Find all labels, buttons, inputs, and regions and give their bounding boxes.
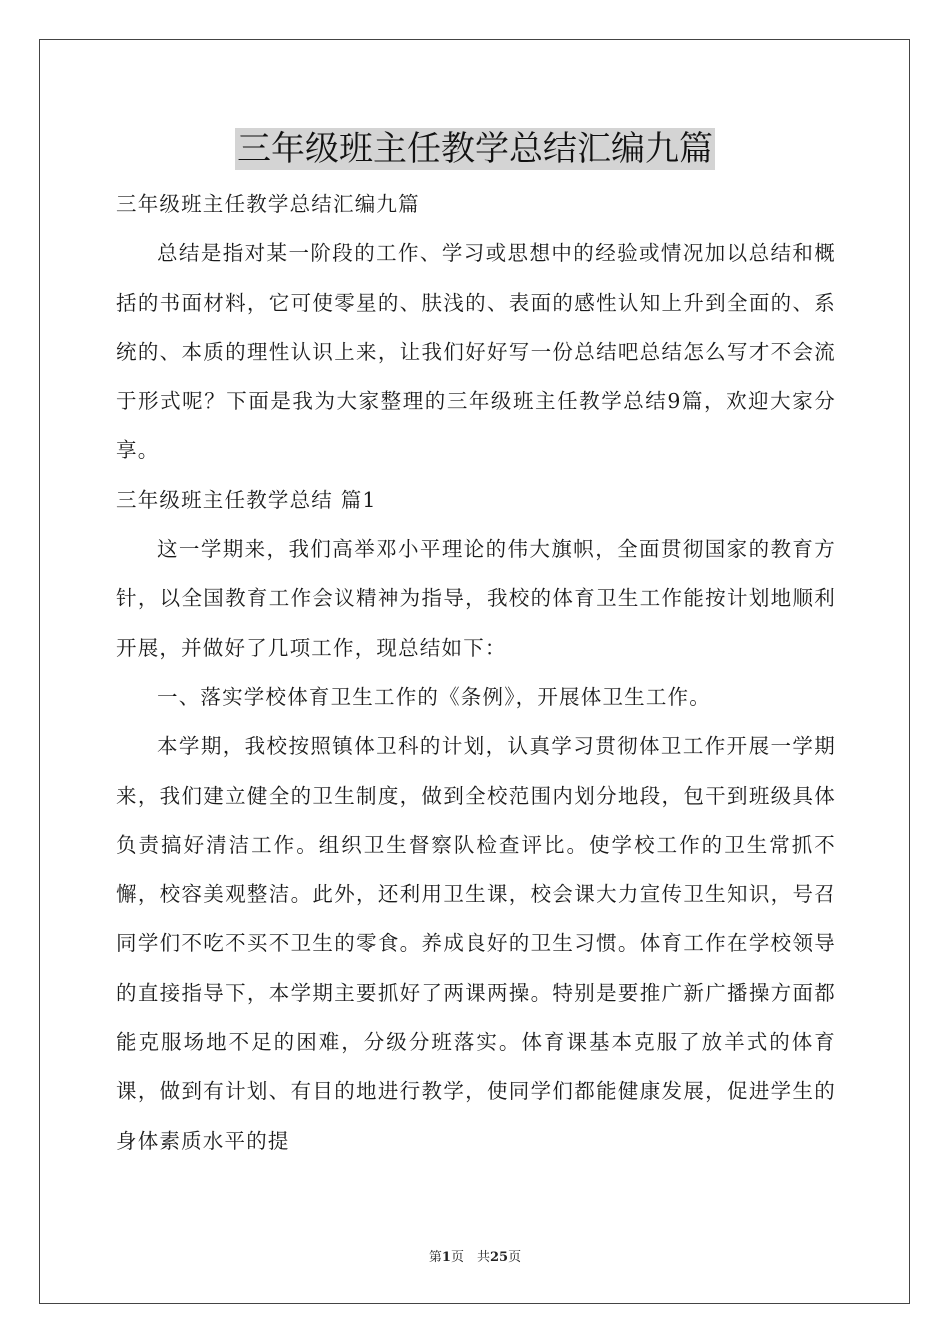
document-title-text: 三年级班主任教学总结汇编九篇: [237, 129, 713, 169]
document-title: [0, 128, 950, 170]
intro-paragraph: 总结是指对某一阶段的工作、学习或思想中的经验或情况加以总结和概括的书面材料，它可使零星的、肤浅的、表面的感性认知上升到全面的、系统的、本质的理性认识上来，让我们好好写一份总结吧总结怎么写才不会流于形式呢？下面是我为大家整理的三年级班主任教学总结9篇，欢迎大家分享。: [116, 241, 836, 463]
page-number-total: 25: [489, 1250, 509, 1265]
footer-suffix: 页: [508, 1250, 522, 1265]
document-subtitle: 三年级班主任教学总结汇编九篇: [116, 192, 420, 216]
footer-mid: 页 共: [450, 1250, 490, 1265]
document-body: [116, 180, 836, 1166]
body-paragraph: 这一学期来，我们高举邓小平理论的伟大旗帜，全面贯彻国家的教育方针，以全国教育工作会议精神为指导，我校的体育卫生工作能按计划地顺利开展，并做好了几项工作，现总结如下：: [116, 537, 836, 660]
section-heading: 三年级班主任教学总结 篇1: [116, 487, 377, 512]
page-number-current: 1: [441, 1250, 451, 1265]
body-paragraph: 本学期，我校按照镇体卫科的计划，认真学习贯彻体卫工作开展一学期来，我们建立健全的卫生制度，做到全校范围内划分地段，包干到班级具体负责搞好清洁工作。组织卫生督察队检查评比。使学校工作的卫生常抓不懈，校容美观整洁。此外，还利用卫生课，校会课大力宣传卫生知识，号召同学们不吃不买不卫生的零食。养成良好的卫生习惯。体育工作在学校领导的直接指导下，本学期主要抓好了两课两操。特别是要推广新广播操方面都能克服场地不足的困难，分级分班落实。体育课基本克服了放羊式的体育课，做到有计划、有目的地进行教学，使同学们都能健康发展，促进学生的身体素质水平的提: [116, 734, 836, 1153]
page-footer: [0, 1246, 950, 1265]
footer-prefix: 第: [428, 1250, 442, 1265]
body-paragraph: 一、落实学校体育卫生工作的《条例》，开展体卫生工作。: [157, 684, 711, 709]
